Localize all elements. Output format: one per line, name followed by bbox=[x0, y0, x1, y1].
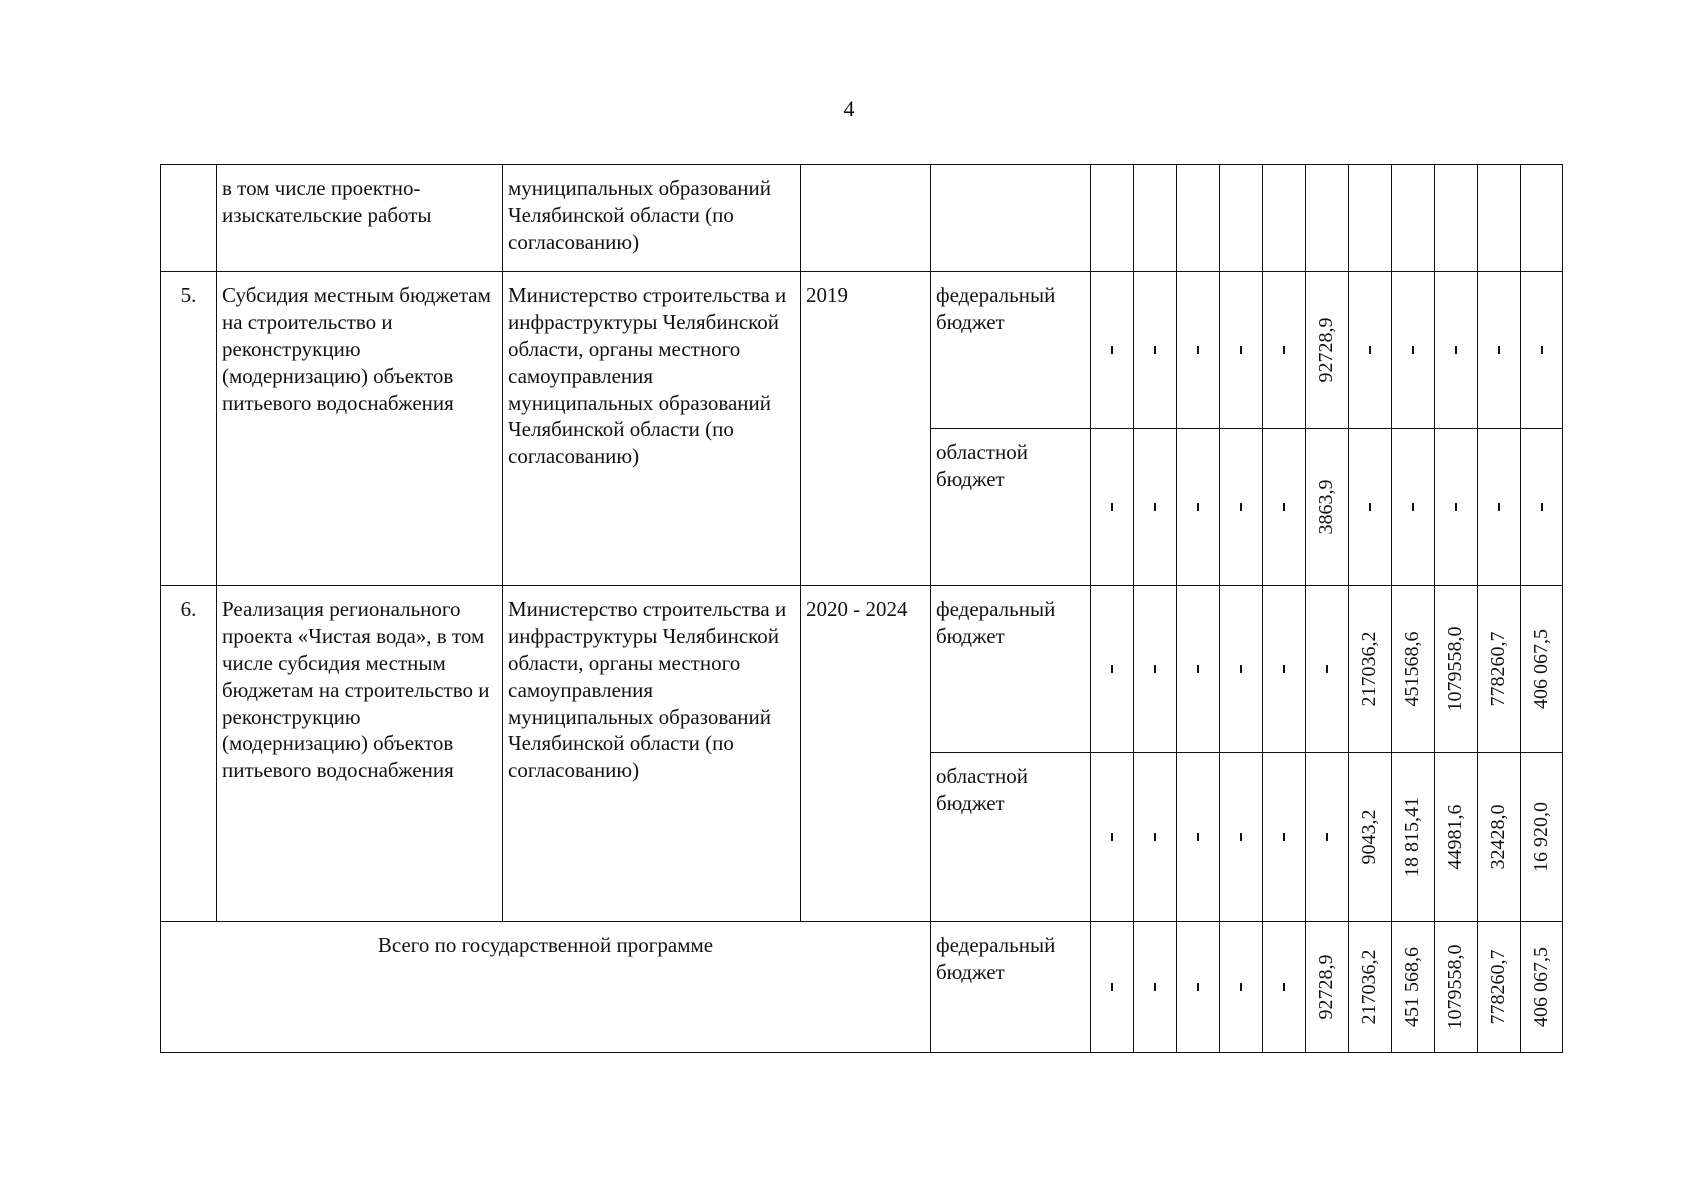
dash-mark bbox=[1455, 346, 1457, 354]
dash-mark bbox=[1283, 346, 1285, 354]
value-cell bbox=[1306, 165, 1349, 272]
funding-source: федеральный бюджет bbox=[931, 272, 1091, 429]
value-cell bbox=[1521, 165, 1563, 272]
value-cell bbox=[1478, 586, 1521, 753]
value-cell bbox=[1263, 586, 1306, 753]
value-cell bbox=[1435, 922, 1478, 1053]
value-cell bbox=[1220, 429, 1263, 586]
value-cell bbox=[1306, 753, 1349, 922]
value-cell bbox=[1177, 272, 1220, 429]
value-text: 1079558,0 bbox=[1444, 944, 1467, 1030]
table-row-total bbox=[161, 922, 1563, 1053]
value-cell bbox=[1521, 586, 1563, 753]
value-cell bbox=[1263, 922, 1306, 1053]
dash-mark bbox=[1412, 503, 1414, 511]
value-cell bbox=[1263, 272, 1306, 429]
value-cell bbox=[1478, 922, 1521, 1053]
value-text: 9043,2 bbox=[1358, 809, 1381, 865]
value-cell bbox=[1349, 272, 1392, 429]
value-cell bbox=[1349, 165, 1392, 272]
dash-mark bbox=[1197, 503, 1199, 511]
value-cell bbox=[1392, 922, 1435, 1053]
value-cell bbox=[1349, 922, 1392, 1053]
funding-source: федеральный бюджет bbox=[931, 586, 1091, 753]
dash-mark bbox=[1111, 833, 1113, 841]
dash-mark bbox=[1498, 503, 1500, 511]
dash-mark bbox=[1283, 833, 1285, 841]
value-cell bbox=[1091, 753, 1134, 922]
value-cell bbox=[1392, 586, 1435, 753]
dash-mark bbox=[1154, 503, 1156, 511]
value-text: 32428,0 bbox=[1487, 804, 1510, 870]
value-text: 16 920,0 bbox=[1529, 802, 1552, 872]
value-cell bbox=[1177, 165, 1220, 272]
value-cell bbox=[1392, 165, 1435, 272]
value-cell bbox=[1478, 429, 1521, 586]
value-cell bbox=[1177, 586, 1220, 753]
dash-mark bbox=[1154, 346, 1156, 354]
dash-mark bbox=[1283, 665, 1285, 673]
years bbox=[801, 165, 931, 272]
dash-mark bbox=[1326, 665, 1328, 673]
value-cell bbox=[1134, 922, 1177, 1053]
value-text: 92728,9 bbox=[1315, 317, 1338, 383]
dash-mark bbox=[1541, 346, 1543, 354]
dash-mark bbox=[1412, 346, 1414, 354]
value-text: 406 067,5 bbox=[1529, 629, 1552, 709]
value-cell bbox=[1177, 429, 1220, 586]
executor: муниципальных образований Челябинской области (по согласованию) bbox=[503, 165, 801, 272]
value-text: 3863,9 bbox=[1315, 479, 1338, 535]
value-cell bbox=[1349, 753, 1392, 922]
dash-mark bbox=[1240, 665, 1242, 673]
value-cell bbox=[1220, 586, 1263, 753]
value-cell bbox=[1306, 429, 1349, 586]
measure-name: Реализация регионального проекта «Чистая вода», в том числе субсидия местным бюджетам на строительство и реконструкцию (модернизацию) объектов питьевого водоснабжения bbox=[217, 586, 503, 922]
value-cell bbox=[1091, 165, 1134, 272]
row-number: 5. bbox=[161, 272, 217, 586]
value-cell bbox=[1220, 922, 1263, 1053]
funding-source bbox=[931, 165, 1091, 272]
value-cell bbox=[1263, 429, 1306, 586]
value-cell bbox=[1306, 272, 1349, 429]
dash-mark bbox=[1197, 665, 1199, 673]
years: 2020 - 2024 bbox=[801, 586, 931, 922]
value-text: 217036,2 bbox=[1358, 949, 1381, 1025]
value-text: 451568,6 bbox=[1401, 631, 1424, 707]
value-cell bbox=[1134, 165, 1177, 272]
value-cell bbox=[1220, 272, 1263, 429]
dash-mark bbox=[1154, 665, 1156, 673]
page-number: 4 bbox=[843, 96, 855, 121]
value-cell bbox=[1091, 922, 1134, 1053]
years: 2019 bbox=[801, 272, 931, 586]
value-cell bbox=[1134, 272, 1177, 429]
value-cell bbox=[1349, 429, 1392, 586]
dash-mark bbox=[1240, 503, 1242, 511]
value-cell bbox=[1263, 753, 1306, 922]
value-cell bbox=[1306, 922, 1349, 1053]
value-text: 778260,7 bbox=[1487, 949, 1510, 1025]
total-label: Всего по государственной программе bbox=[161, 922, 931, 1053]
executor: Министерство строительства и инфраструктуры Челябинской области, органы местного самоуправления муниципальных образований Челябинской области (по согласованию) bbox=[503, 272, 801, 586]
row-number bbox=[161, 165, 217, 272]
dash-mark bbox=[1283, 983, 1285, 991]
value-cell bbox=[1177, 753, 1220, 922]
value-cell bbox=[1349, 586, 1392, 753]
dash-mark bbox=[1111, 983, 1113, 991]
dash-mark bbox=[1455, 503, 1457, 511]
value-cell bbox=[1478, 165, 1521, 272]
dash-mark bbox=[1154, 983, 1156, 991]
value-cell bbox=[1177, 922, 1220, 1053]
value-cell bbox=[1435, 272, 1478, 429]
dash-mark bbox=[1111, 665, 1113, 673]
value-text: 778260,7 bbox=[1487, 631, 1510, 707]
value-cell bbox=[1134, 753, 1177, 922]
value-cell bbox=[1220, 753, 1263, 922]
dash-mark bbox=[1197, 833, 1199, 841]
value-cell bbox=[1091, 272, 1134, 429]
value-text: 18 815,41 bbox=[1401, 797, 1424, 877]
funding-source: федеральный бюджет bbox=[931, 922, 1091, 1053]
value-cell bbox=[1220, 165, 1263, 272]
value-cell bbox=[1521, 272, 1563, 429]
value-cell bbox=[1478, 753, 1521, 922]
value-cell bbox=[1306, 586, 1349, 753]
value-text: 92728,9 bbox=[1315, 954, 1338, 1020]
executor: Министерство строительства и инфраструктуры Челябинской области, органы местного самоуправления муниципальных образований Челябинской области (по согласованию) bbox=[503, 586, 801, 922]
measure-name: в том числе проектно-изыскательские работы bbox=[217, 165, 503, 272]
value-text: 217036,2 bbox=[1358, 631, 1381, 707]
budget-table bbox=[160, 164, 1563, 1053]
dash-mark bbox=[1240, 983, 1242, 991]
value-cell bbox=[1521, 922, 1563, 1053]
funding-source: областной бюджет bbox=[931, 429, 1091, 586]
value-cell bbox=[1263, 165, 1306, 272]
dash-mark bbox=[1326, 833, 1328, 841]
value-cell bbox=[1134, 586, 1177, 753]
dash-mark bbox=[1240, 346, 1242, 354]
value-text: 451 568,6 bbox=[1401, 947, 1424, 1027]
value-cell bbox=[1435, 429, 1478, 586]
dash-mark bbox=[1111, 346, 1113, 354]
value-cell bbox=[1392, 429, 1435, 586]
dash-mark bbox=[1369, 503, 1371, 511]
value-cell bbox=[1435, 753, 1478, 922]
measure-name: Субсидия местным бюджетам на строительство и реконструкцию (модернизацию) объектов питьевого водоснабжения bbox=[217, 272, 503, 586]
value-cell bbox=[1435, 165, 1478, 272]
dash-mark bbox=[1498, 346, 1500, 354]
table-row bbox=[161, 272, 1563, 429]
value-cell bbox=[1435, 586, 1478, 753]
table-row bbox=[161, 165, 1563, 272]
value-text: 406 067,5 bbox=[1529, 947, 1552, 1027]
dash-mark bbox=[1197, 346, 1199, 354]
value-cell bbox=[1091, 429, 1134, 586]
value-cell bbox=[1521, 429, 1563, 586]
dash-mark bbox=[1541, 503, 1543, 511]
value-text: 44981,6 bbox=[1444, 804, 1467, 870]
table-row bbox=[161, 586, 1563, 753]
dash-mark bbox=[1283, 503, 1285, 511]
value-cell bbox=[1392, 272, 1435, 429]
funding-source: областной бюджет bbox=[931, 753, 1091, 922]
dash-mark bbox=[1240, 833, 1242, 841]
dash-mark bbox=[1154, 833, 1156, 841]
row-number: 6. bbox=[161, 586, 217, 922]
dash-mark bbox=[1197, 983, 1199, 991]
value-cell bbox=[1134, 429, 1177, 586]
value-cell bbox=[1478, 272, 1521, 429]
value-cell bbox=[1521, 753, 1563, 922]
dash-mark bbox=[1369, 346, 1371, 354]
dash-mark bbox=[1111, 503, 1113, 511]
value-text: 1079558,0 bbox=[1444, 626, 1467, 712]
value-cell bbox=[1091, 586, 1134, 753]
value-cell bbox=[1392, 753, 1435, 922]
